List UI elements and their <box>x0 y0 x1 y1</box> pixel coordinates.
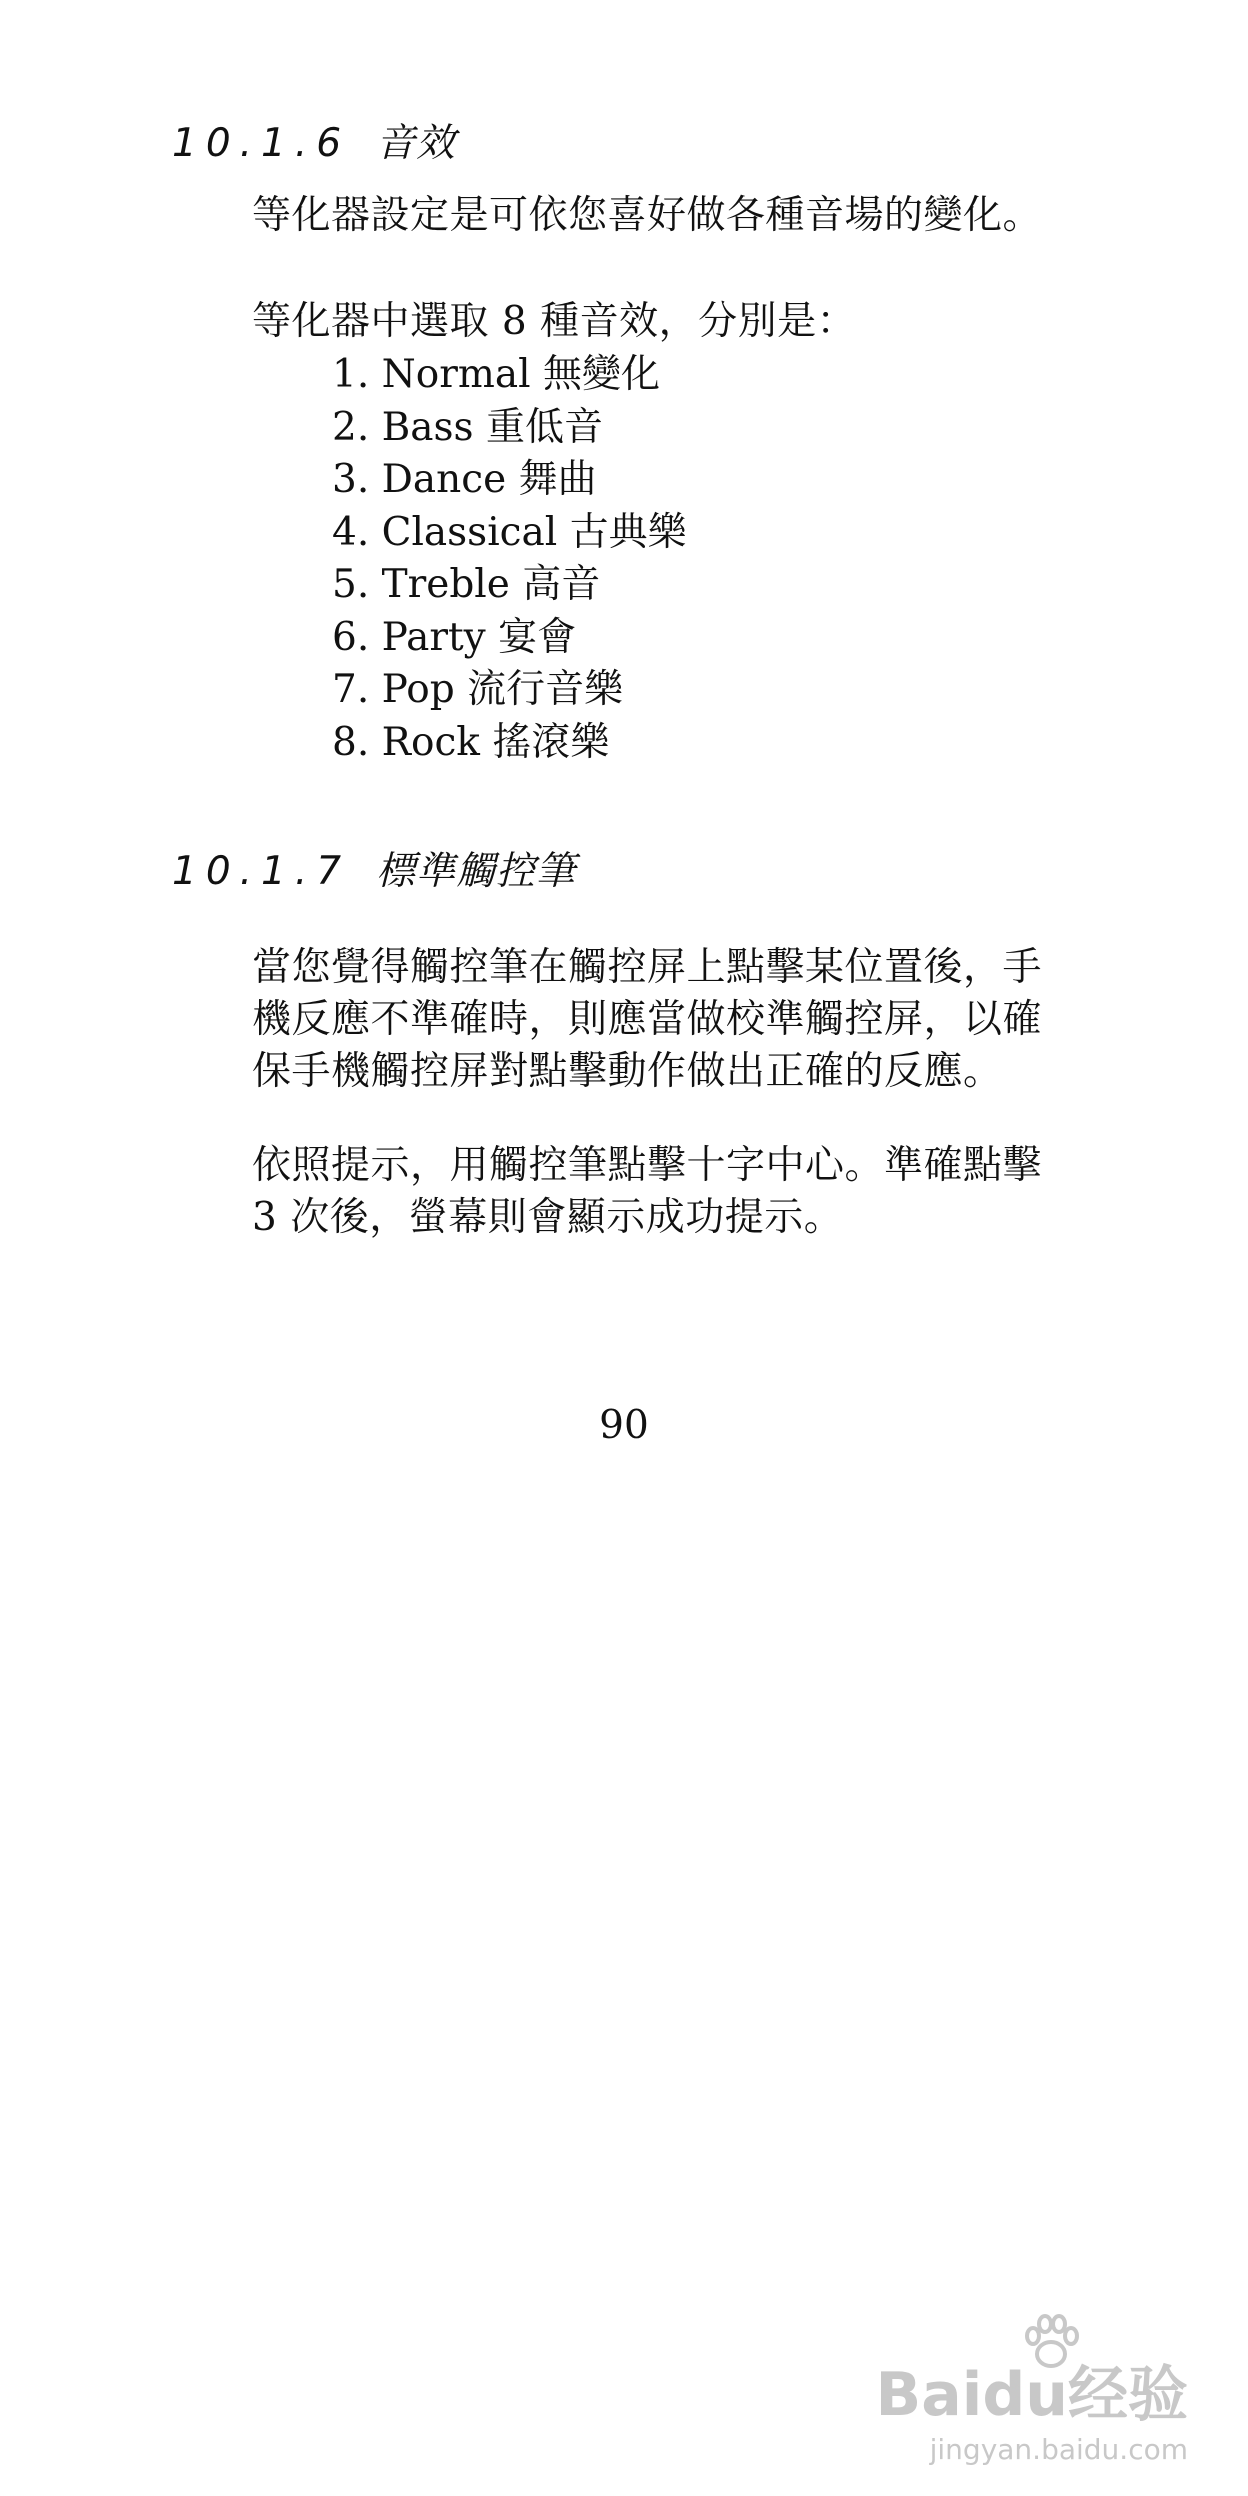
section-title: 標準觸控筆 <box>376 849 577 894</box>
paragraph-line: 保手機觸控屏對點擊動作做出正確的反應。 <box>252 1049 1003 1094</box>
section-heading-sound-effects <box>172 118 456 170</box>
list-item: 3. Dance 舞曲 <box>332 457 597 502</box>
paragraph-line: 3 次後，螢幕則會顯示成功提示。 <box>252 1195 844 1240</box>
page-number: 90 <box>599 1403 649 1448</box>
list-item: 4. Classical 古典樂 <box>332 509 687 555</box>
watermark-url: jingyan.baidu.com <box>929 2433 1188 2466</box>
paragraph-calibration-reason <box>252 942 1072 1098</box>
equalizer-effects-list <box>332 349 687 769</box>
paragraph-line: 等化器中選取 8 種音效，分別是： <box>252 299 857 344</box>
list-item: 6. Party 宴會 <box>332 614 577 660</box>
section-number: 10.1.7 <box>172 849 351 894</box>
baidu-watermark <box>875 2310 1188 2480</box>
list-item: 7. Pop 流行音樂 <box>332 667 624 712</box>
paragraph-line: 機反應不準確時，則應當做校準觸控屏，以確 <box>252 997 1043 1042</box>
paragraph-equalizer-list-intro <box>252 296 1072 348</box>
list-item: 2. Bass 重低音 <box>332 404 603 450</box>
list-item: 8. Rock 搖滾樂 <box>332 719 610 765</box>
list-item: 1. Normal 無變化 <box>332 352 660 397</box>
paragraph-line: 等化器設定是可依您喜好做各種音場的變化。 <box>252 193 1043 238</box>
section-title: 音效 <box>376 121 457 166</box>
paragraph-line: 當您覺得觸控筆在觸控屏上點擊某位置後，手 <box>252 945 1043 990</box>
section-heading-stylus-calibration <box>172 846 576 898</box>
paragraph-equalizer-intro <box>252 190 1072 242</box>
watermark-logo-text: Baidu经验 <box>875 2360 1188 2430</box>
paragraph-line: 依照提示，用觸控筆點擊十字中心。準確點擊 <box>252 1143 1043 1188</box>
paragraph-calibration-steps <box>252 1140 1072 1244</box>
section-number: 10.1.6 <box>172 121 351 166</box>
list-item: 5. Treble 高音 <box>332 562 601 607</box>
